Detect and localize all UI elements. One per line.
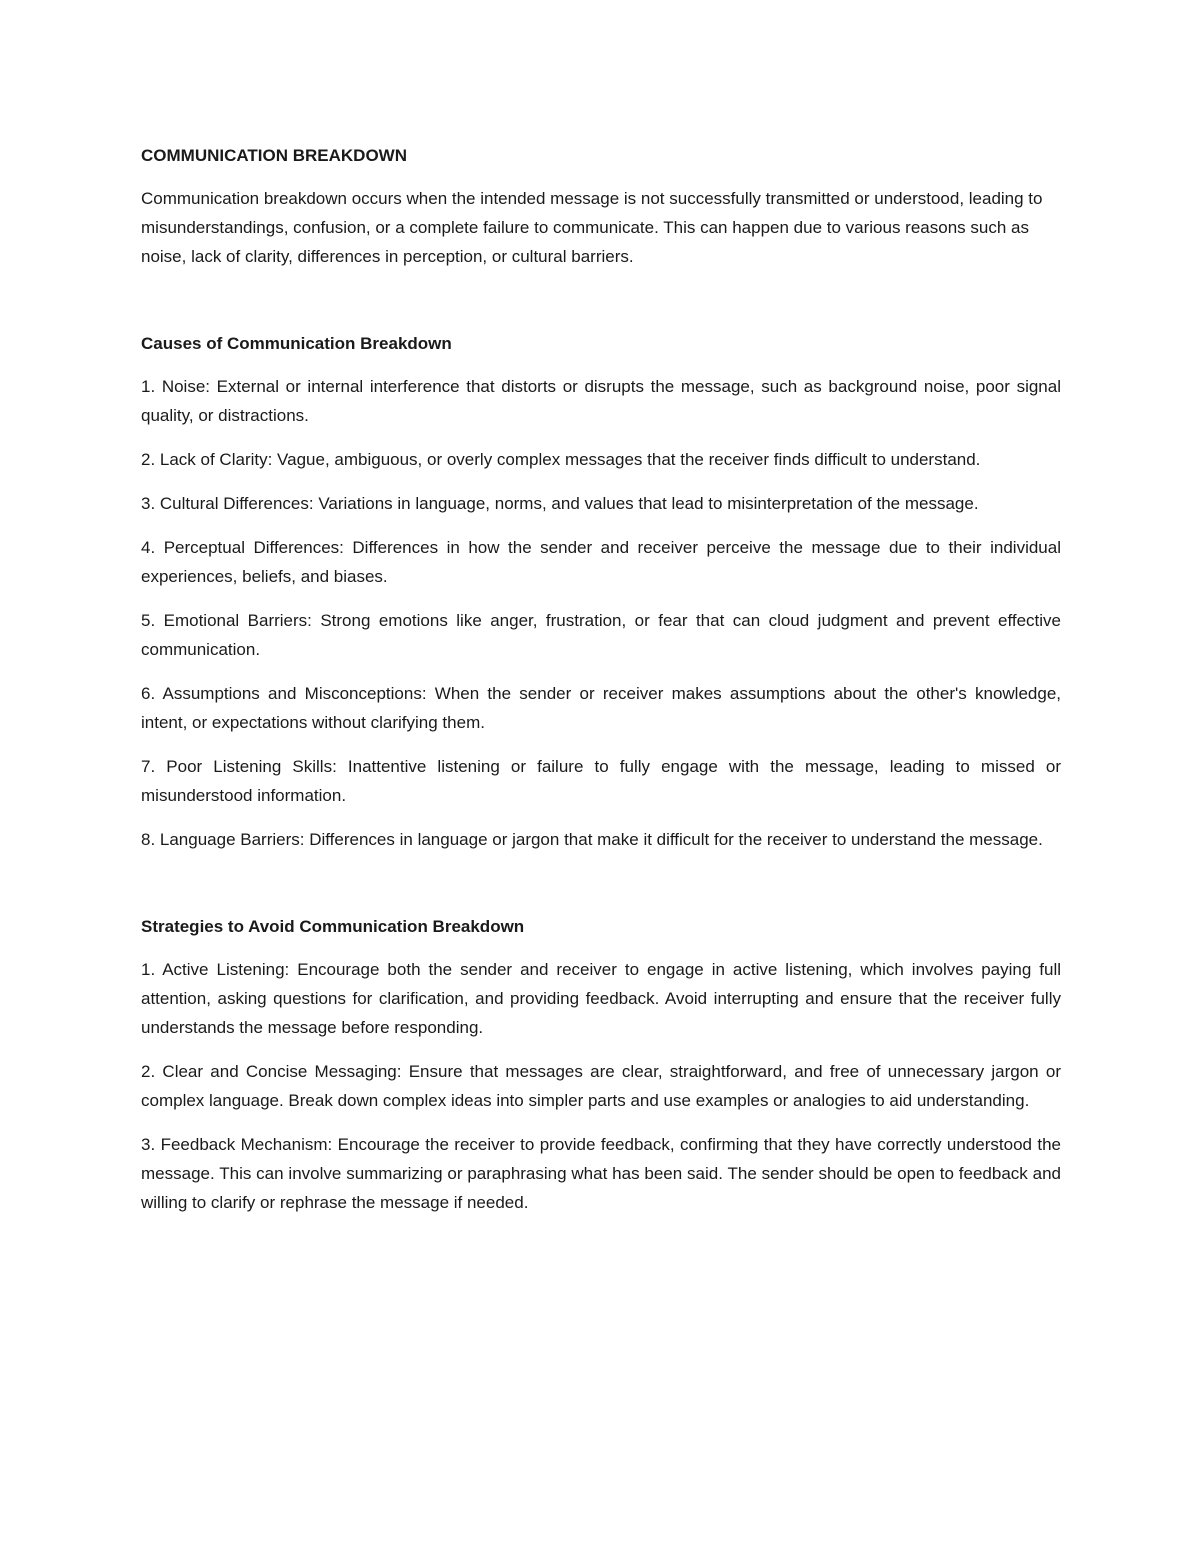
strategies-list bbox=[141, 955, 1061, 1217]
causes-list bbox=[141, 372, 1061, 854]
document-title: COMMUNICATION BREAKDOWN bbox=[141, 146, 407, 165]
cause-item-6: 6. Assumptions and Misconceptions: When the sender or receiver makes assumptions about the other's knowledge, intent, or expectations without clarifying them. bbox=[141, 684, 1061, 732]
cause-item-4: 4. Perceptual Differences: Differences in how the sender and receiver perceive the message due to their individual experiences, beliefs, and biases. bbox=[141, 538, 1061, 586]
intro-paragraph: Communication breakdown occurs when the intended message is not successfully transmitted or understood, leading to misunderstandings, confusion, or a complete failure to communicate. This can happen due to various reasons such as noise, lack of clarity, differences in perception, or cultural barriers. bbox=[141, 189, 1043, 266]
cause-item-5: 5. Emotional Barriers: Strong emotions like anger, frustration, or fear that can cloud judgment and prevent effective communication. bbox=[141, 611, 1061, 659]
document-page bbox=[141, 141, 1061, 1232]
cause-item-7: 7. Poor Listening Skills: Inattentive listening or failure to fully engage with the message, leading to missed or misunderstood information. bbox=[141, 757, 1061, 805]
strategy-item-3: 3. Feedback Mechanism: Encourage the receiver to provide feedback, confirming that they have correctly understood the message. This can involve summarizing or paraphrasing what has been said. The sender should be open to feedback and willing to clarify or rephrase the message if needed. bbox=[141, 1135, 1061, 1212]
cause-item-2: 2. Lack of Clarity: Vague, ambiguous, or overly complex messages that the receiver finds difficult to understand. bbox=[141, 450, 981, 469]
strategies-heading: Strategies to Avoid Communication Breakdown bbox=[141, 917, 525, 936]
cause-item-8: 8. Language Barriers: Differences in language or jargon that make it difficult for the receiver to understand the message. bbox=[141, 830, 1043, 849]
cause-item-1: 1. Noise: External or internal interference that distorts or disrupts the message, such as background noise, poor signal quality, or distractions. bbox=[141, 377, 1061, 425]
causes-heading: Causes of Communication Breakdown bbox=[141, 334, 452, 353]
cause-item-3: 3. Cultural Differences: Variations in language, norms, and values that lead to misinterpretation of the message. bbox=[141, 494, 979, 513]
strategy-item-2: 2. Clear and Concise Messaging: Ensure that messages are clear, straightforward, and free of unnecessary jargon or complex language. Break down complex ideas into simpler parts and use examples or analogies to aid understanding. bbox=[141, 1062, 1061, 1110]
strategy-item-1: 1. Active Listening: Encourage both the sender and receiver to engage in active listening, which involves paying full attention, asking questions for clarification, and providing feedback. Avoid interrupting and ensure that the receiver fully understands the message before responding. bbox=[141, 960, 1061, 1037]
